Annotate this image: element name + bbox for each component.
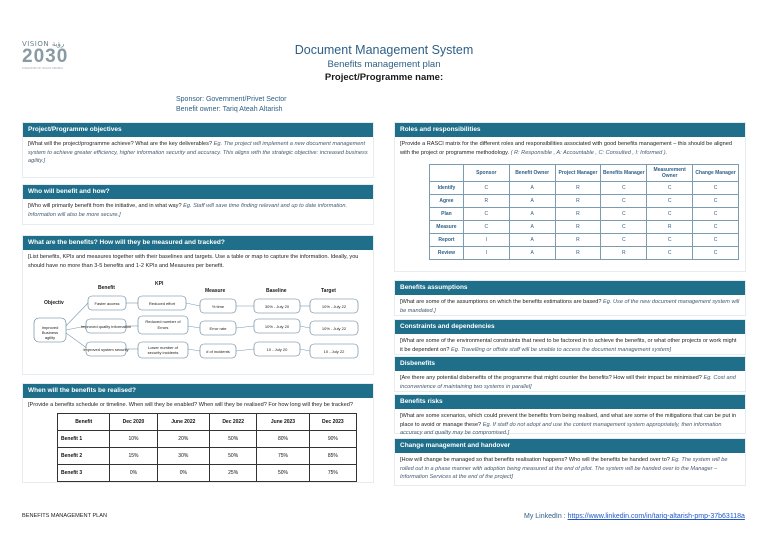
rasci-row-label: Identify [430, 182, 464, 195]
col-benefit-label: Benefit [98, 285, 115, 291]
change-hint: Eg. The system will be rolled out in a phase manner with adoption being measured at the end of pilot. The system will be handed over to the Manager – Information Services at the end of the project] [400, 457, 728, 481]
rasci-cell: A [509, 234, 555, 247]
schedule-section [22, 383, 374, 483]
who-benefits-heading: Who will benefit and how? [23, 185, 373, 199]
rasci-cell: C [601, 182, 647, 195]
project-name-label: Project/Programme name: [324, 72, 444, 83]
logo-top-text: VISION رؤية [22, 40, 65, 48]
rasci-column-header: Sponsor [463, 165, 509, 182]
rasci-cell: A [509, 182, 555, 195]
rasci-cell: R [555, 221, 601, 234]
disbenefits-prompt: [Are there any potential disbenefits of the programme that might counter the benefits? How will their impact be minimised? [400, 375, 704, 381]
schedule-cell: 0% [110, 464, 157, 481]
measure-text: # of incidents [206, 349, 230, 354]
objectives-prompt: [What will the project/programme achieve? What are the key deliverables? [28, 141, 214, 147]
assumptions-hint: Eg. Use of the new document management system will be mandated.] [400, 299, 740, 314]
rasci-column-header [430, 165, 464, 182]
benefits-measures-heading: What are the benefits? How will they be measured and tracked? [23, 236, 373, 250]
schedule-cell: 0% [157, 464, 209, 481]
schedule-cell: 30% [157, 447, 209, 464]
rasci-row-label: Plan [430, 208, 464, 221]
rasci-cell: R [555, 182, 601, 195]
constraints-heading: Constraints and dependencies [395, 320, 745, 334]
table-row [430, 182, 739, 195]
constraints-section [394, 319, 746, 355]
roles-text [395, 137, 745, 160]
schedule-row-label: Benefit 2 [58, 447, 110, 464]
constraints-prompt: [What are some of the environmental constraints that need to be factored in to achieve the benefits, or what other projects or work might it be dependent on? [400, 338, 737, 353]
rasci-column-header: Benefits Manager [601, 165, 647, 182]
kpi-text: Reduced number of Errors [145, 319, 181, 330]
baseline-text: 10% - July 20 [264, 324, 290, 329]
constraints-hint: Eg. Travelling or offsite staff will be unable to access the document management system] [451, 346, 672, 353]
schedule-heading: When will the benefits be realised? [23, 384, 373, 398]
schedule-cell: 50% [257, 464, 309, 481]
who-prompt: [Who will primarily benefit from the initiative, and in what way? [28, 203, 184, 209]
kpi-text: Reduced effort [148, 301, 176, 306]
schedule-row-label: Benefit 1 [58, 430, 110, 447]
rasci-row-label: Report [430, 234, 464, 247]
benefit-text: Faster access [94, 301, 120, 306]
table-row [430, 195, 739, 208]
connector-line [300, 326, 310, 328]
rasci-cell: R [647, 221, 693, 234]
risks-section [394, 394, 746, 437]
change-section [394, 438, 746, 486]
col-kpi-label: KPI [155, 281, 164, 287]
assumptions-prompt: [What are some of the assumptions on which the benefits estimations are based? [400, 299, 604, 305]
col-measure-label: Measure [205, 288, 226, 294]
risks-hint: Eg. If staff do not adopt and use the content management system appropriately, then information accuracy and quality may be compromised.] [400, 421, 722, 437]
risks-text [395, 409, 745, 441]
col-baseline-label: Baseline [266, 288, 287, 294]
rasci-cell: A [509, 195, 555, 208]
rasci-cell: R [555, 247, 601, 260]
target-text: 10 - July 22 [323, 349, 345, 354]
sponsor-line: Sponsor: Government/Privet Sector [176, 96, 287, 103]
schedule-row-label: Benefit 3 [58, 464, 110, 481]
table-row [58, 464, 357, 481]
connector-line [188, 349, 200, 351]
roles-prompt: [Provide a RASCI matrix for the different roles and responsibilities associated with good benefits management – this should be aligned with the project or programme methodology. [400, 141, 732, 156]
footer-left: BENEFITS MANAGEMENT PLAN [22, 513, 108, 519]
risks-heading: Benefits risks [395, 395, 745, 409]
baseline-text: 10 - July 20 [266, 347, 288, 352]
target-text: 10% - July 22 [321, 304, 347, 309]
change-text [395, 453, 745, 485]
rasci-cell: C [601, 208, 647, 221]
kpi-text: Lower number of security incidents [147, 345, 179, 355]
document-subtitle: Benefits management plan [327, 59, 441, 70]
who-hint: Eg. Staff will save time finding relevant and up to date information. Information will also be more secure.] [28, 203, 348, 218]
assumptions-text [395, 295, 745, 318]
linkedin-label: My LinkedIn : [524, 513, 568, 520]
rasci-cell: C [693, 195, 739, 208]
schedule-cell: 25% [210, 464, 257, 481]
target-text: 10% - July 22 [321, 326, 347, 331]
roles-section [394, 122, 746, 272]
rasci-cell: C [463, 221, 509, 234]
rasci-cell: C [463, 208, 509, 221]
linkedin-link[interactable]: https://www.linkedin.com/in/tariq-altarish-pmp-37b63118a [567, 513, 745, 520]
rasci-row-label: Agree [430, 195, 464, 208]
logo-subtext: KINGDOM OF SAUDI ARABIA [22, 66, 64, 70]
rasci-cell: A [509, 221, 555, 234]
table-row [430, 208, 739, 221]
rasci-table [429, 164, 739, 260]
schedule-column-header: Benefit [58, 413, 110, 430]
rasci-column-header: Benefit Owner [509, 165, 555, 182]
rasci-cell: C [647, 234, 693, 247]
schedule-table [57, 413, 357, 482]
logo-year: 2030 [22, 46, 69, 67]
benefit-text: Improved system security [83, 347, 129, 352]
disbenefits-heading: Disbenefits [395, 357, 745, 371]
rasci-column-header: Change Manager [693, 165, 739, 182]
schedule-column-header: June 2023 [257, 413, 309, 430]
rasci-cell: C [463, 182, 509, 195]
table-row [430, 234, 739, 247]
rasci-cell: C [693, 182, 739, 195]
schedule-cell: 75% [257, 447, 309, 464]
disbenefits-text [395, 371, 745, 394]
rasci-cell: R [555, 195, 601, 208]
schedule-cell: 80% [257, 430, 309, 447]
schedule-text: [Provide a benefits schedule or timeline. When will they be enabled? When will they be realised? For how long will they be tracked? [28, 402, 353, 408]
rasci-cell: R [555, 208, 601, 221]
rasci-cell: I [463, 247, 509, 260]
disbenefits-section [394, 356, 746, 392]
document-title: Document Management System [294, 43, 474, 57]
rasci-cell: C [693, 234, 739, 247]
baseline-text: 30% - July 20 [264, 304, 290, 309]
rasci-cell: C [647, 247, 693, 260]
table-row [58, 430, 357, 447]
rasci-column-header: Project Manager [555, 165, 601, 182]
footer-linkedin [524, 513, 745, 520]
schedule-cell: 10% [110, 430, 157, 447]
table-row [58, 447, 357, 464]
rasci-cell: R [601, 247, 647, 260]
rasci-row-label: Measure [430, 221, 464, 234]
connector-line [236, 326, 254, 328]
benefits-measures-text: [List benefits, KPIs and measures together with their baselines and targets. Use a table or map to capture the information. Ideally, you should have no more than 3-5 benefits and 1-2 KPIs and Measures per benefit. [28, 254, 359, 269]
connector-line [236, 349, 254, 351]
rasci-column-header: Measurement Owner [647, 165, 693, 182]
rasci-cell: C [693, 208, 739, 221]
schedule-column-header: Dec 2020 [110, 413, 157, 430]
col-target-label: Target [321, 288, 336, 294]
measure-text: Error rate [209, 326, 227, 331]
rasci-cell: R [463, 195, 509, 208]
schedule-cell: 75% [309, 464, 356, 481]
rasci-cell: C [601, 195, 647, 208]
constraints-text [395, 334, 745, 357]
rasci-cell: R [555, 234, 601, 247]
schedule-column-header: June 2022 [157, 413, 209, 430]
assumptions-section [394, 280, 746, 316]
connector-line [186, 303, 200, 306]
connector-line [188, 326, 200, 328]
roles-hint: ( R: Responsible , A: Accountable , C: Consulted , I: Informed ). [510, 149, 668, 156]
rasci-cell: A [509, 247, 555, 260]
assumptions-heading: Benefits assumptions [395, 281, 745, 295]
rasci-cell: C [647, 195, 693, 208]
rasci-cell: C [647, 208, 693, 221]
objectives-heading: Project/Programme objectives [23, 123, 373, 137]
rasci-cell: C [693, 247, 739, 260]
roles-heading: Roles and responsibilities [395, 123, 745, 137]
table-row [430, 247, 739, 260]
connector-line [300, 349, 310, 351]
measure-text: % time [211, 304, 225, 309]
rasci-cell: A [509, 208, 555, 221]
objectives-hint: Eg. The project will implement a new document management system to achieve greater efficiency, higher information security and accuracy. This aligns with the strategic objective: increased business agility.] [28, 141, 368, 165]
rasci-row-label: Review [430, 247, 464, 260]
risks-prompt: [What are some scenarios, which could prevent the benefits from being realised, and what are some of the mitigations that can be put in place to avoid or manage these? [400, 413, 737, 428]
disbenefits-hint: Eg. Cost and inconvenience of maintaining two systems in parallel] [400, 375, 736, 390]
rasci-cell: C [601, 234, 647, 247]
objective-text: Improved Business agility [41, 325, 59, 340]
schedule-cell: 50% [210, 430, 257, 447]
schedule-cell: 90% [309, 430, 356, 447]
schedule-cell: 20% [157, 430, 209, 447]
benefit-owner-line: Benefit owner: Tariq Ateah Altarish [176, 106, 283, 113]
rasci-cell: C [601, 221, 647, 234]
change-heading: Change management and handover [395, 439, 745, 453]
schedule-cell: 50% [210, 447, 257, 464]
table-row [430, 221, 739, 234]
rasci-cell: C [693, 221, 739, 234]
schedule-column-header: Dec 2022 [210, 413, 257, 430]
schedule-cell: 85% [309, 447, 356, 464]
benefit-text: Improved quality information [80, 324, 132, 329]
col-objective-label: Objectiv [44, 300, 64, 306]
schedule-cell: 15% [110, 447, 157, 464]
schedule-column-header: Dec 2023 [309, 413, 356, 430]
rasci-cell: I [463, 234, 509, 247]
rasci-cell: C [647, 182, 693, 195]
change-prompt: [How will change be managed so that benefits realisation happens? Who will the benefits be handed over to? [400, 457, 672, 463]
